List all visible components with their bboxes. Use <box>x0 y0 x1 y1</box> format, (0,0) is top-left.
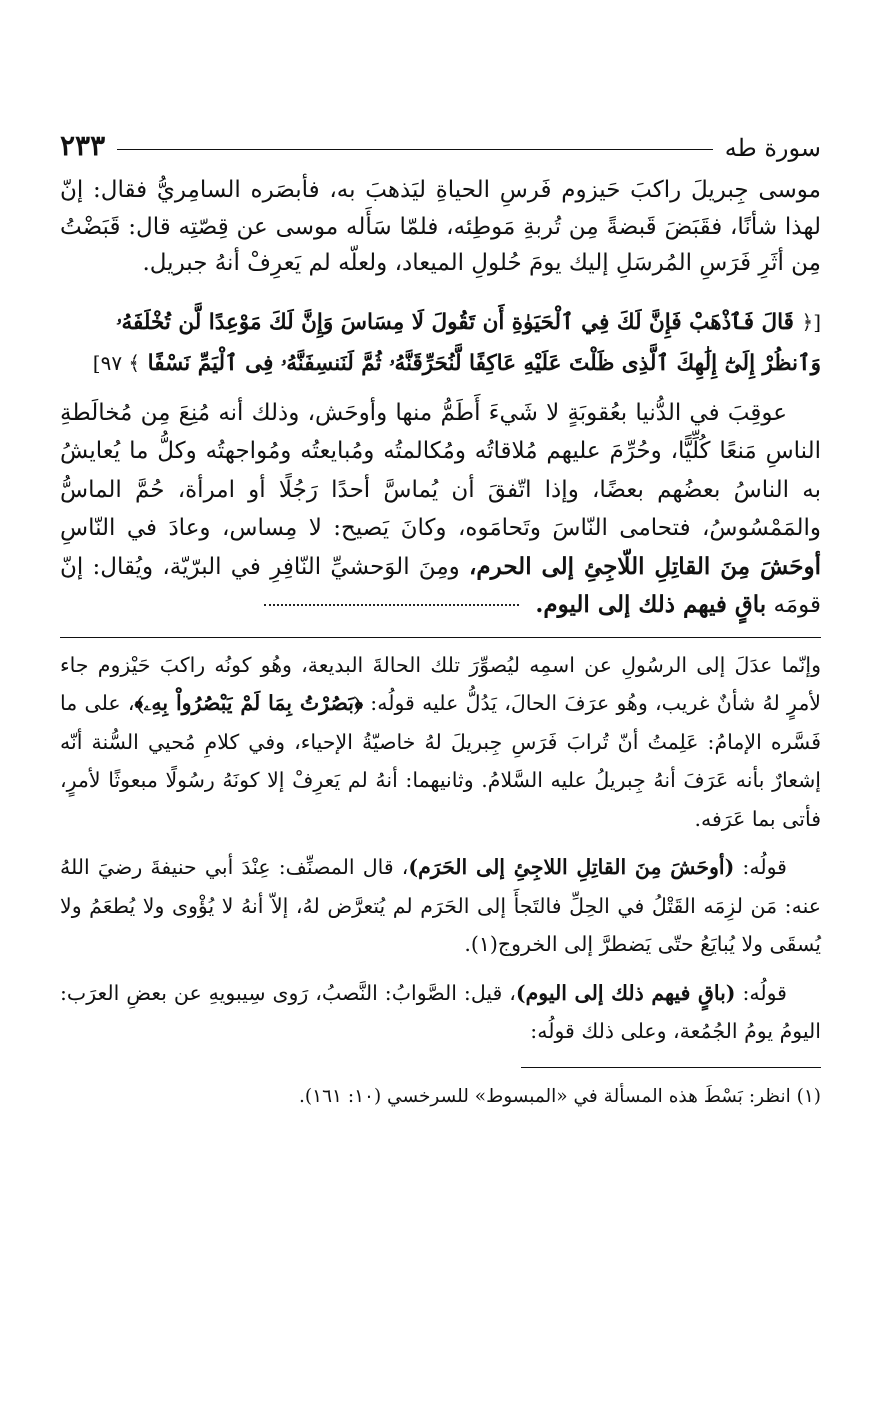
commentary-3-text: ، قيل: الصَّوابُ: النَّصبُ، رَوى سِيبويهِ عن بعضِ العرَب: اليومُ يومُ الجُمُعة، وعلى ذلك قولُه: <box>60 980 821 1043</box>
surah-title: سورة طه <box>724 134 821 162</box>
page-number: ٢٣٣ <box>60 129 106 162</box>
tafsir-paragraph <box>60 394 821 625</box>
commentary-3-lemma: (باقٍ فيهم ذلك إلى اليوم) <box>515 980 736 1005</box>
commentary-3-lead: قولُه: <box>735 980 787 1005</box>
tafsir-text-2: ومِنَ الوَحشيِّ النّافِرِ في البرّيّة، ويُقال: إنّ قومَه <box>60 553 821 618</box>
intro-paragraph: موسى جِبريلَ راكبَ حَيزوم فَرسِ الحياةِ ليَذهبَ به، فأبصَره السامِريُّ فقال: إنّ لهذا شأنًا، فقَبَضَ قَبضةً مِن تُربةِ مَوطِئه، فلمّا سَأَله موسى عن قِصّتِه قال: قَبَضْتُ مِن أثَرِ فَرَسِ المُرسَلِ إليك يومَ حُلولِ الميعاد، ولعلّه لم يَعرِفْ أنهُ جبريل. <box>60 177 821 276</box>
footnote-rule <box>521 1067 821 1068</box>
tafsir-bold-2: باقٍ فيهم ذلك إلى اليوم. <box>535 591 767 618</box>
commentary-paragraph-3 <box>60 974 821 1051</box>
commentary-paragraph-2 <box>60 848 821 964</box>
commentary-2-lemma: (أوحَشَ مِنَ القاتِلِ اللاجِئِ إلى الحَرَم) <box>408 855 735 879</box>
dotted-leader <box>264 604 519 606</box>
book-page <box>60 118 821 1374</box>
header-rule <box>117 149 713 150</box>
commentary-1-quote: ﴿بَصُرْتُ بِمَا لَمْ يَبْصُرُواْ بِهِۦ﴾ <box>134 691 364 715</box>
commentary-2-lead: قولُه: <box>734 855 787 879</box>
verse-open-bracket: [﴿ <box>801 309 821 334</box>
commentary-paragraph-1 <box>60 646 821 839</box>
commentary-2-text: ، قال المصنِّف: عِنْدَ أبي حنيفةَ رضيَ اللهُ عنه: مَن لزِمَه القَتْلُ في الحِلِّ فالتَجأَ إلى الحَرَم لم يُتعرَّض لهُ، إلاّ أنهُ لا يُؤْوى ولا يُطعَمُ ولا يُسقَى ولا يُبايَعُ حتّى يَضطرَّ إلى الخروج(١). <box>60 855 821 956</box>
commentary-1-text-a: وإنّما عدَلَ إلى الرسُولِ عن اسمِه ليُصوِّرَ تلك الحالةَ البديعة، وهُو كونُه راكبَ حَيْزوم جاء لأمرٍ لهُ شأنٌ غريب، وهُو عرَفَ الحالَ، يَدُلُّ عليه قولُه: <box>60 652 821 715</box>
tafsir-text-1: عوقِبَ في الدُّنيا بعُقوبَةٍ لا شَيءَ أَطَمُّ منها وأوحَش، وذلك أنه مُنِعَ مِن مُخالَطةِ الناسِ مَنعًا كُلِّيًّا، وحُرِّمَ عليهم مُلاقاتُه ومُكالمتُه ومُبايعتُه ومُواجهتُه وكلُّ ما يُعايشُ به الناسُ بعضُهم بعضًا، وإذا اتّفقَ أن يُماسَّ أحدًا رَجُلًا أو امرأة، حُمَّ الماسُّ والمَمْسُوسُ، فتحامى النّاسَ وتَحامَوه، وكانَ يَصيح: لا مِساس، وعادَ في النّاسِ <box>60 399 821 541</box>
tafsir-bold-1: أوحَشَ مِنَ القاتِلِ اللّاجِئِ إلى الحرم، <box>468 552 821 580</box>
running-head <box>60 118 821 162</box>
footnote: (١) انظر: بَسْطَ هذه المسألة في «المبسوط» للسرخسي (١٠: ١٦١). <box>299 1085 821 1107</box>
section-separator <box>60 637 821 638</box>
quran-verse-block <box>60 292 821 384</box>
quran-verse-text: قَالَ فَٱذْهَبْ فَإِنَّ لَكَ فِي ٱلْحَيَوٰةِ أَن تَقُولَ لَا مِسَاسَ وَإِنَّ لَكَ مَوْعِدًا لَّن تُخْلَفَهُۥ وَٱنظُرْ إِلَىٰٓ إِلَٰهِكَ ٱلَّذِى ظَلْتَ عَلَيْهِ عَاكِفًا لَّنُحَرِّقَنَّهُۥ ثُمَّ لَنَنسِفَنَّهُۥ فِى ٱلْيَمِّ نَسْفًا <box>116 309 821 376</box>
commentary-1-text-b: ، على ما فَسَّره الإمامُ: عَلِمتُ أنّ تُرابَ فَرَسِ جِبريلَ لهُ خاصيّةُ الإحياء، وفي كلامِ مُحيي السُّنة أنّه إشعارٌ بأنه عَرَفَ أنهُ جِبريلُ عليه السَّلامُ. وثانيهما: أنهُ لم يَعرِفْ إلا كونَهُ رسُولًا مبعوثًا لأمرٍ، فأتى بما عَرَفه. <box>60 691 821 831</box>
verse-close-bracket: ﴾ ٩٧] <box>92 350 141 375</box>
